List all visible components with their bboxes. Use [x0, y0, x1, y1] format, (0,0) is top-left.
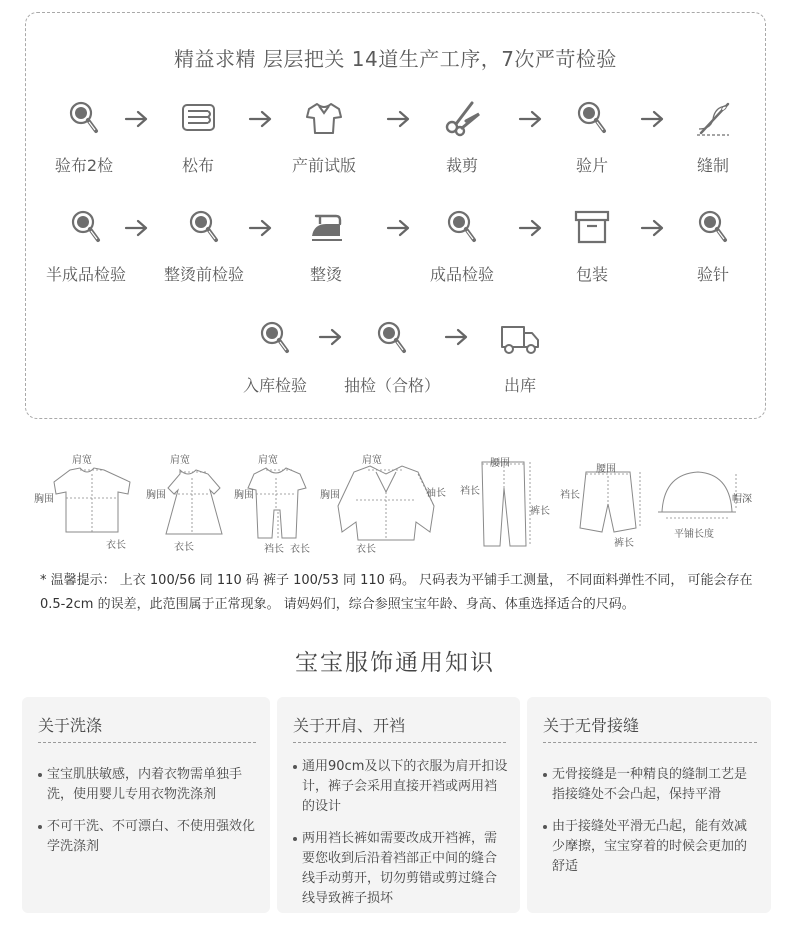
label-shoulder-width: 肩宽: [170, 455, 190, 466]
list-item: 宝宝肌肤敏感，内着衣物需单独手洗，使用婴儿专用衣物洗涤剂: [38, 765, 258, 805]
label-length: 衣长: [106, 540, 126, 551]
fabric-roll-icon: [178, 99, 218, 139]
magnifier-icon: [693, 208, 733, 248]
process-panel: [25, 12, 766, 419]
step-label: 验针: [696, 265, 729, 284]
list-item: 不可干洗、不可漂白、不使用强效化学洗涤剂: [38, 817, 258, 857]
list-item: 由于接缝处平滑无凸起，能有效减少摩擦，宝宝穿着的时候会更加的舒适: [543, 817, 759, 877]
card-seamless: [527, 697, 771, 913]
step-needle-check: [653, 208, 773, 285]
step-piece-inspection: [532, 99, 652, 176]
step-label: 入库检验: [242, 376, 307, 395]
label-chest: 胸围: [234, 490, 254, 501]
tshirt-icon: [304, 99, 344, 139]
hat-diagram: [662, 472, 732, 512]
box-icon: [572, 208, 612, 248]
step-spot-check: [332, 319, 452, 396]
magnifier-icon: [442, 208, 482, 248]
label-pant-length: 裤长: [614, 538, 634, 549]
magnifier-icon: [372, 319, 412, 359]
size-measurement-figures: [30, 448, 760, 558]
step-label: 验片: [575, 156, 608, 175]
label-length: 衣长: [356, 544, 376, 555]
step-ironing: [266, 208, 386, 285]
label-waist: 腰围: [596, 464, 616, 475]
step-warehouse-inspection: [215, 319, 335, 396]
card-body: [543, 765, 759, 889]
card-body: [293, 757, 508, 921]
label-crotch: 裆长: [460, 486, 480, 497]
step-sample: [264, 99, 384, 176]
scissors-icon: [442, 99, 482, 139]
step-pre-ironing-inspection: [144, 208, 264, 285]
step-cutting: [402, 99, 522, 176]
magnifier-icon: [255, 319, 295, 359]
card-title: 关于开肩、开裆: [293, 713, 506, 743]
romper-diagram: [248, 468, 306, 538]
list-item: 无骨接缝是一种精良的缝制工艺是指接缝处不会凸起，保持平滑: [543, 765, 759, 805]
step-label: 验布2检: [54, 156, 114, 175]
label-chest: 胸围: [146, 490, 166, 501]
knowledge-title: 宝宝服饰通用知识: [295, 650, 495, 676]
list-item: 两用裆长裤如需要改成开裆裤，需要您收到后沿着裆部正中间的缝合线手动剪开，切勿剪错或剪过缝合线导致裤子损坏: [293, 829, 508, 909]
step-label: 包装: [575, 265, 608, 284]
step-shipping: [460, 319, 580, 396]
label-sleeve: 袖长: [426, 488, 446, 499]
dress-diagram: [166, 470, 222, 534]
magnifier-icon: [66, 208, 106, 248]
size-notice: * 温馨提示： 上衣 100/56 同 110 码 裤子 100/53 同 110 码。 尺码表为平铺手工测量， 不同面料弹性不同， 可能会存在 0.5-2cm 的误差，此范围属于正常现象。 请妈妈们，综合参照宝宝年龄、身高、体重选择适合的尺码。: [40, 573, 753, 612]
step-label: 出库: [503, 376, 536, 395]
process-title: 精益求精 层层把关 14道生产工序，7次严苛检验: [174, 47, 617, 71]
label-length: 衣长: [290, 544, 310, 555]
label-shoulder-width: 肩宽: [72, 455, 92, 466]
step-finished-inspection: [402, 208, 522, 285]
truck-icon: [500, 319, 540, 359]
step-label: 整烫: [309, 265, 342, 284]
card-title: 关于洗涤: [38, 713, 256, 743]
label-flat-length: 平铺长度: [674, 529, 714, 540]
magnifier-icon: [64, 99, 104, 139]
step-label: 成品检验: [429, 265, 494, 284]
label-shoulder-width: 肩宽: [362, 455, 382, 466]
step-label: 缝制: [696, 156, 729, 175]
step-label: 产前试版: [291, 156, 356, 175]
step-label: 整烫前检验: [163, 265, 244, 284]
card-washing: [22, 697, 270, 913]
card-opening: [277, 697, 520, 913]
magnifier-icon: [184, 208, 224, 248]
magnifier-icon: [572, 99, 612, 139]
label-length: 衣长: [174, 542, 194, 553]
garment-diagrams: [30, 448, 760, 558]
step-label: 半成品检验: [45, 265, 126, 284]
label-pant-length: 裤长: [530, 506, 550, 517]
label-crotch: 裆长: [264, 544, 284, 555]
label-chest: 胸围: [34, 494, 54, 505]
card-body: [38, 765, 258, 869]
step-fabric-relax: [138, 99, 258, 176]
list-item: 通用90cm及以下的衣服为肩开扣设计，裤子会采用直接开裆或两用裆的设计: [293, 757, 508, 817]
label-waist: 腰围: [490, 458, 510, 469]
needle-icon: [693, 99, 733, 139]
iron-icon: [306, 208, 346, 248]
step-packing: [532, 208, 652, 285]
step-label: 裁剪: [445, 156, 478, 175]
label-chest: 胸围: [320, 490, 340, 501]
label-crotch: 裆长: [560, 490, 580, 501]
step-sewing: [653, 99, 773, 176]
label-hat-depth: 帽深: [732, 494, 752, 505]
label-shoulder-width: 肩宽: [258, 455, 278, 466]
step-label: 抽检（合格）: [343, 376, 440, 395]
step-label: 松布: [181, 156, 214, 175]
card-title: 关于无骨接缝: [543, 713, 757, 743]
